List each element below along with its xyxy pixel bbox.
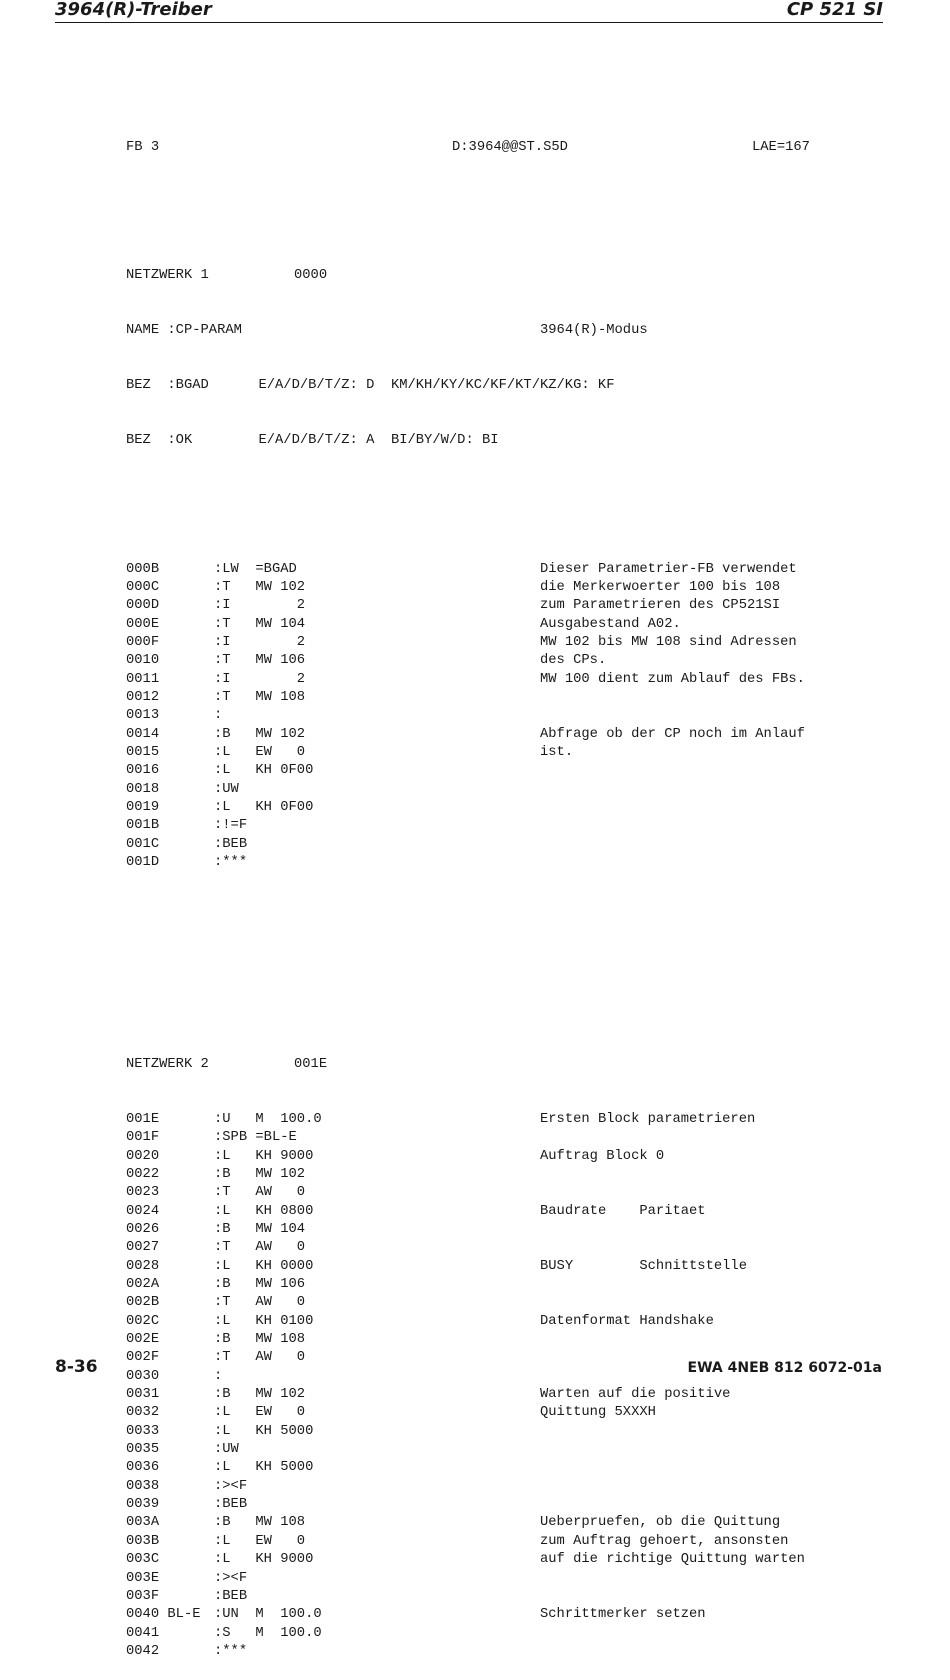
- code-instruction: :***: [214, 1643, 248, 1659]
- code-address: 0024: [126, 1203, 160, 1219]
- code-instruction: :BEB: [214, 1588, 248, 1604]
- code-line: [126, 671, 846, 689]
- code-instruction: :><F: [214, 1478, 248, 1494]
- netzwerk2-title: NETZWERK 2: [126, 1056, 209, 1072]
- code-line: [126, 1459, 846, 1477]
- code-address: 0022: [126, 1166, 160, 1182]
- code-listing: [126, 102, 846, 1680]
- code-instruction: :T AW 0: [214, 1295, 306, 1311]
- code-line: [126, 652, 846, 670]
- code-line: [126, 689, 846, 707]
- code-instruction: :B MW 102: [214, 1387, 306, 1403]
- code-instruction: :L KH 9000: [214, 1552, 314, 1568]
- code-line: [126, 726, 846, 744]
- code-address: 0032: [126, 1405, 160, 1421]
- code-line: [126, 854, 846, 872]
- header-left-title: 3964(R)-Treiber: [55, 0, 218, 21]
- code-address: 001F: [126, 1130, 160, 1146]
- code-comment: Ausgabestand A02.: [540, 616, 681, 632]
- code-address: 000F: [126, 634, 160, 650]
- page-number: 8-36: [55, 1357, 98, 1377]
- code-address: 0033: [126, 1423, 160, 1439]
- code-instruction: :T MW 108: [214, 690, 306, 705]
- code-comment: Schrittmerker setzen: [540, 1607, 706, 1623]
- code-line: [126, 561, 846, 579]
- netzwerk1-bez1-row: [126, 377, 846, 395]
- code-address: 0010: [126, 653, 160, 669]
- code-line: [126, 1423, 846, 1441]
- code-line: [126, 1496, 846, 1514]
- code-instruction: :L EW 0: [214, 1405, 306, 1421]
- netzwerk1-code-lines: [126, 561, 846, 873]
- netzwerk1-name-row: [126, 322, 846, 340]
- code-instruction: :: [214, 1368, 223, 1384]
- code-address: 003B: [126, 1533, 160, 1549]
- code-address: 002E: [126, 1332, 160, 1348]
- code-instruction: :B MW 104: [214, 1221, 306, 1237]
- code-line: [126, 817, 846, 835]
- code-line: [126, 1166, 846, 1184]
- code-line: [126, 1111, 846, 1129]
- code-address: 0020: [126, 1148, 160, 1164]
- code-comment: Ueberpruefen, ob die Quittung: [540, 1515, 781, 1531]
- code-comment: ist.: [540, 745, 574, 761]
- netzwerk1-start: 0000: [294, 268, 328, 284]
- code-address: 002F: [126, 1350, 160, 1366]
- code-address: 0016: [126, 763, 160, 779]
- code-comment: Quittung 5XXXH: [540, 1405, 656, 1421]
- code-address: 000B: [126, 561, 160, 577]
- code-line: [126, 597, 846, 615]
- code-address: 0041: [126, 1625, 160, 1641]
- code-instruction: :B MW 108: [214, 1332, 306, 1348]
- code-address: 0014: [126, 726, 160, 742]
- code-address: 0013: [126, 708, 160, 724]
- code-instruction: :L KH 0000: [214, 1258, 314, 1274]
- code-line: [126, 1625, 846, 1643]
- code-address: 0019: [126, 800, 160, 816]
- code-line: [126, 744, 846, 762]
- code-line: [126, 707, 846, 725]
- code-line: [126, 836, 846, 854]
- code-instruction: :T AW 0: [214, 1185, 306, 1201]
- netzwerk2-title-row: [126, 1056, 846, 1074]
- code-instruction: :B MW 108: [214, 1515, 306, 1531]
- code-comment: MW 102 bis MW 108 sind Adressen: [540, 634, 797, 650]
- page-header: [55, 0, 883, 23]
- code-instruction: :L KH 0F00: [214, 763, 314, 779]
- code-instruction: :B MW 102: [214, 1166, 306, 1182]
- code-comment: des CPs.: [540, 653, 607, 669]
- netzwerk2-code-lines: [126, 1111, 846, 1661]
- code-instruction: :T AW 0: [214, 1350, 306, 1366]
- code-line: [126, 1258, 846, 1276]
- code-address: 0015: [126, 745, 160, 761]
- code-comment: zum Parametrieren des CP521SI: [540, 598, 781, 614]
- code-address: 0023: [126, 1185, 160, 1201]
- code-line: [126, 1184, 846, 1202]
- code-address: 001C: [126, 836, 160, 852]
- code-address: 001E: [126, 1111, 160, 1127]
- header-right-title: CP 521 SI: [781, 0, 883, 21]
- code-instruction: :I 2: [214, 634, 306, 650]
- code-instruction: :SPB =BL-E: [214, 1130, 297, 1146]
- code-instruction: :BEB: [214, 836, 248, 852]
- code-address: 0027: [126, 1240, 160, 1256]
- code-instruction: :: [214, 708, 223, 724]
- code-line: [126, 1588, 846, 1606]
- code-line: [126, 1276, 846, 1294]
- code-address: 001D: [126, 855, 160, 871]
- code-instruction: :UW: [214, 781, 239, 797]
- code-line: [126, 1294, 846, 1312]
- code-address: 0011: [126, 671, 160, 687]
- code-comment: Baudrate Paritaet: [540, 1203, 706, 1219]
- code-address: 003F: [126, 1588, 160, 1604]
- code-instruction: :T AW 0: [214, 1240, 306, 1256]
- code-comment: Ersten Block parametrieren: [540, 1111, 756, 1127]
- code-address: 0042: [126, 1643, 160, 1659]
- code-line: [126, 1129, 846, 1147]
- code-address: 002C: [126, 1313, 160, 1329]
- netzwerk1-name: NAME :CP-PARAM: [126, 323, 242, 339]
- code-instruction: :L KH 5000: [214, 1460, 314, 1476]
- code-instruction: :***: [214, 855, 248, 871]
- netzwerk1-bez1: BEZ :BGAD E/A/D/B/T/Z: D KM/KH/KY/KC/KF/KT/KZ/KG: KF: [126, 378, 615, 394]
- code-address: 0040 BL-E: [126, 1607, 201, 1623]
- code-line: [126, 1203, 846, 1221]
- code-instruction: :UN M 100.0: [214, 1607, 322, 1623]
- code-address: 0018: [126, 781, 160, 797]
- code-instruction: :T MW 104: [214, 616, 306, 632]
- code-comment: zum Auftrag gehoert, ansonsten: [540, 1533, 789, 1549]
- document-number: EWA 4NEB 812 6072-01a: [687, 1360, 882, 1376]
- code-instruction: :I 2: [214, 671, 306, 687]
- code-address: 002A: [126, 1277, 160, 1292]
- code-comment: Datenformat Handshake: [540, 1313, 714, 1329]
- code-comment: die Merkerwoerter 100 bis 108: [540, 579, 781, 595]
- netzwerk1-bez2-row: [126, 432, 846, 450]
- code-line: [126, 1643, 846, 1661]
- code-line: [126, 762, 846, 780]
- code-address: 0035: [126, 1442, 160, 1458]
- netzwerk1-bez2: BEZ :OK E/A/D/B/T/Z: A BI/BY/W/D: BI: [126, 433, 499, 449]
- code-address: 0039: [126, 1497, 160, 1513]
- code-instruction: :L KH 0F00: [214, 800, 314, 816]
- code-address: 001B: [126, 818, 160, 834]
- code-line: [126, 1239, 846, 1257]
- code-comment: Dieser Parametrier-FB verwendet: [540, 561, 797, 577]
- code-line: [126, 1221, 846, 1239]
- code-instruction: :L KH 0100: [214, 1313, 314, 1329]
- code-line: [126, 1441, 846, 1459]
- code-line: [126, 579, 846, 597]
- code-instruction: :T MW 106: [214, 653, 306, 669]
- code-line: [126, 1533, 846, 1551]
- code-comment: Auftrag Block 0: [540, 1148, 665, 1164]
- code-instruction: :!=F: [214, 818, 248, 834]
- code-line: [126, 1478, 846, 1496]
- code-comment: auf die richtige Quittung warten: [540, 1552, 805, 1568]
- code-line: [126, 1514, 846, 1532]
- netzwerk1-name-comment: 3964(R)-Modus: [540, 323, 648, 339]
- code-address: 0028: [126, 1258, 160, 1274]
- code-instruction: :BEB: [214, 1497, 248, 1513]
- file-name: D:3964@@ST.S5D: [452, 139, 568, 155]
- code-line: [126, 616, 846, 634]
- code-address: 003C: [126, 1552, 160, 1568]
- code-address: 0012: [126, 690, 160, 705]
- code-instruction: :B MW 106: [214, 1277, 306, 1292]
- code-address: 003E: [126, 1570, 160, 1586]
- program-header-row: [126, 139, 846, 157]
- code-line: [126, 1606, 846, 1624]
- code-comment: Abfrage ob der CP noch im Anlauf: [540, 726, 805, 742]
- netzwerk1-title-row: [126, 267, 846, 285]
- code-instruction: :L EW 0: [214, 1533, 306, 1549]
- block-name: FB 3: [126, 139, 160, 155]
- code-instruction: :T MW 102: [214, 579, 306, 595]
- code-instruction: :U M 100.0: [214, 1111, 322, 1127]
- code-address: 003A: [126, 1515, 160, 1531]
- code-line: [126, 799, 846, 817]
- code-instruction: :><F: [214, 1570, 248, 1586]
- code-line: [126, 1551, 846, 1569]
- code-address: 002B: [126, 1295, 160, 1311]
- code-address: 0036: [126, 1460, 160, 1476]
- code-line: [126, 1404, 846, 1422]
- code-line: [126, 1148, 846, 1166]
- code-instruction: :UW: [214, 1442, 239, 1458]
- code-address: 0031: [126, 1387, 160, 1403]
- code-comment: BUSY Schnittstelle: [540, 1258, 747, 1274]
- code-address: 000C: [126, 579, 160, 595]
- code-address: 000D: [126, 598, 160, 614]
- code-comment: MW 100 dient zum Ablauf des FBs.: [540, 671, 805, 687]
- code-instruction: :I 2: [214, 598, 306, 614]
- code-instruction: :L EW 0: [214, 745, 306, 761]
- code-instruction: :L KH 0800: [214, 1203, 314, 1219]
- code-line: [126, 1313, 846, 1331]
- code-line: [126, 1386, 846, 1404]
- code-address: 000E: [126, 616, 160, 632]
- code-line: [126, 634, 846, 652]
- code-address: 0030: [126, 1368, 160, 1384]
- code-instruction: :S M 100.0: [214, 1625, 322, 1641]
- code-address: 0038: [126, 1478, 160, 1494]
- code-line: [126, 1331, 846, 1349]
- block-length: LAE=167: [752, 139, 810, 155]
- code-instruction: :LW =BGAD: [214, 561, 297, 577]
- code-instruction: :L KH 9000: [214, 1148, 314, 1164]
- code-line: [126, 781, 846, 799]
- code-instruction: :L KH 5000: [214, 1423, 314, 1439]
- netzwerk1-title: NETZWERK 1: [126, 268, 209, 284]
- code-comment: Warten auf die positive: [540, 1387, 731, 1403]
- code-address: 0026: [126, 1221, 160, 1237]
- netzwerk2-start: 001E: [294, 1056, 328, 1072]
- code-line: [126, 1570, 846, 1588]
- code-instruction: :B MW 102: [214, 726, 306, 742]
